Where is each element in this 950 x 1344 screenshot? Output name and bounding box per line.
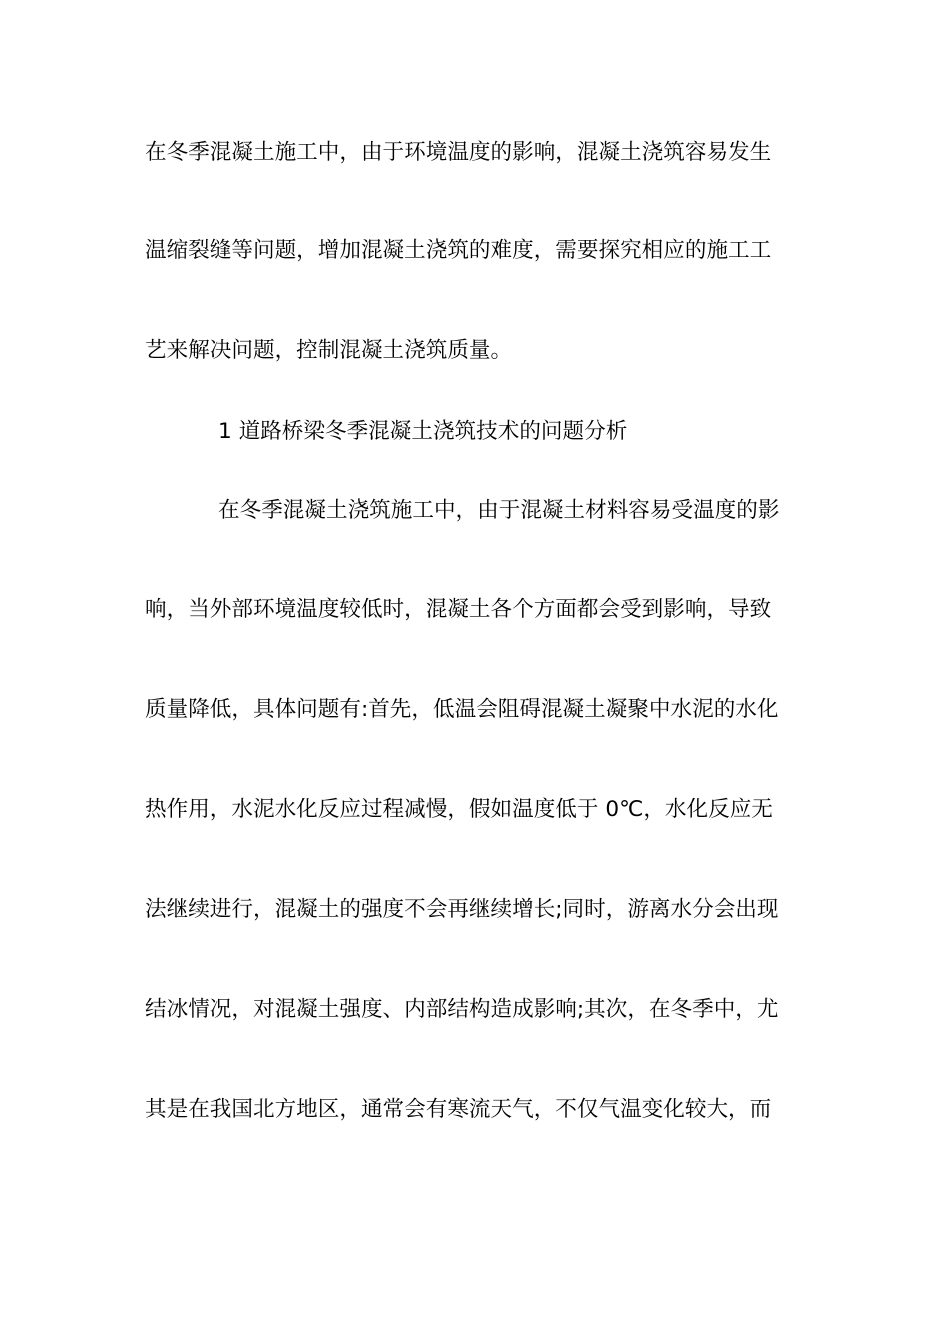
- paragraph-2-line-2: 响，当外部环境温度较低时，混凝土各个方面都会受到影响，导致: [145, 597, 772, 622]
- paragraph-1-line-3: 艺来解决问题，控制混凝土浇筑质量。: [145, 338, 513, 363]
- paragraph-2-line-7: 其是在我国北方地区，通常会有寒流天气，不仅气温变化较大，而: [145, 1097, 772, 1122]
- section-heading: 1 道路桥梁冬季混凝土浇筑技术的问题分析: [218, 419, 628, 444]
- paragraph-1-line-2: 温缩裂缝等问题，增加混凝土浇筑的难度，需要探究相应的施工工: [145, 238, 772, 263]
- paragraph-2-line-3: 质量降低，具体问题有:首先，低温会阻碍混凝土凝聚中水泥的水化: [145, 697, 779, 722]
- paragraph-2-line-1: 在冬季混凝土浇筑施工中，由于混凝土材料容易受温度的影: [218, 498, 780, 523]
- paragraph-1-line-1: 在冬季混凝土施工中，由于环境温度的影响，混凝土浇筑容易发生: [145, 140, 772, 165]
- paragraph-2-line-6: 结冰情况，对混凝土强度、内部结构造成影响;其次，在冬季中，尤: [145, 997, 779, 1022]
- paragraph-2-line-4: 热作用，水泥水化反应过程减慢，假如温度低于 0℃，水化反应无: [145, 797, 773, 822]
- paragraph-2-line-5: 法继续进行，混凝土的强度不会再继续增长;同时，游离水分会出现: [145, 897, 779, 922]
